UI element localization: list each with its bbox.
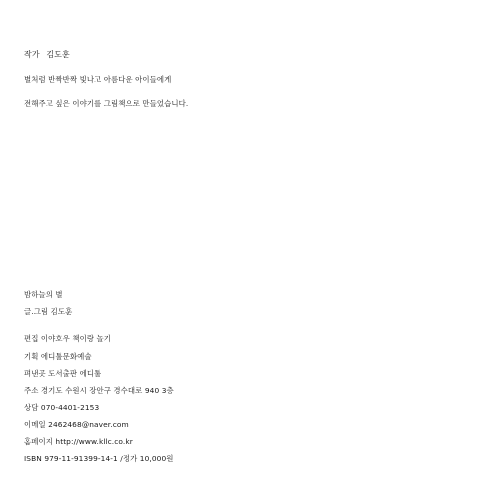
intro-line-1: 별처럼 반짝반짝 빛나고 아름다운 아이들에게 (24, 75, 172, 84)
colophon-editor: 편집 이야호우 책이랑 놀기 (24, 334, 111, 343)
author-name: 김도훈 (46, 50, 70, 59)
colophon-planning: 기획 에디툴문화예술 (24, 352, 92, 361)
author-role: 작가 (24, 50, 40, 59)
book-credit: 글.그림 김도훈 (24, 307, 73, 316)
colophon-homepage: 홈페이지 http://www.kllc.co.kr (24, 437, 133, 446)
author-line (24, 50, 70, 60)
colophon-email: 이메일 2462468@naver.com (24, 420, 129, 429)
intro-line-2: 전해주고 싶은 이야기를 그림책으로 만들었습니다. (24, 99, 189, 108)
colophon-phone: 상담 070-4401-2153 (24, 403, 100, 412)
book-title: 밤하늘의 별 (24, 290, 63, 299)
colophon-isbn-price: ISBN 979-11-91399-14-1 /정가 10,000원 (24, 454, 174, 463)
colophon-address: 주소 경기도 수원시 장안구 경수대로 940 3층 (24, 386, 174, 395)
colophon-publisher: 펴낸곳 도서출판 에디툴 (24, 369, 102, 378)
